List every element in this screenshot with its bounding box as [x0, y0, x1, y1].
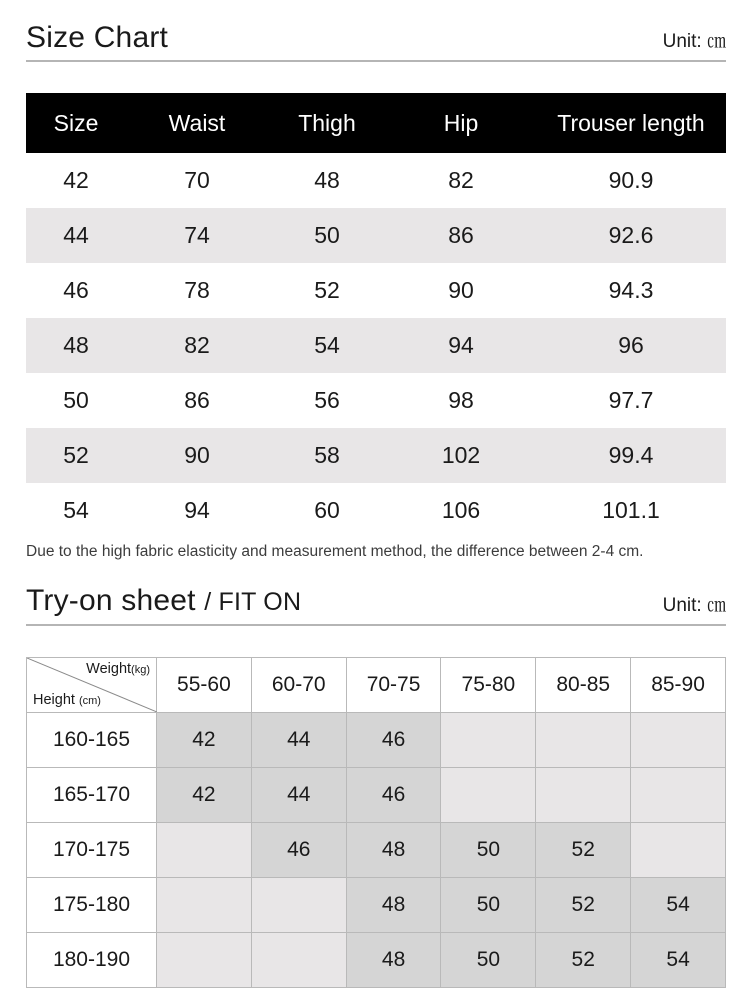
fit-cell: [536, 768, 631, 823]
table-row: [26, 208, 726, 263]
weight-header: 80-85: [536, 658, 631, 713]
cell-thigh: 48: [314, 167, 340, 193]
fit-cell: [157, 878, 252, 933]
fit-cell: [251, 878, 346, 933]
size-chart-header: [26, 14, 726, 62]
fit-cell: 52: [536, 878, 631, 933]
fit-table-header-row: [27, 658, 726, 713]
cell-hip: 94: [386, 318, 536, 373]
fit-row: [27, 933, 726, 988]
cell-trouser-length: 99.4: [536, 428, 726, 483]
cell-thigh: 52: [314, 277, 340, 303]
fit-cell: 50: [441, 823, 536, 878]
cell-thigh: 58: [268, 428, 386, 483]
fit-table: [26, 657, 726, 988]
cell-thigh: 56: [314, 387, 340, 413]
fit-cell: 46: [251, 823, 346, 878]
cell-size: 46: [63, 277, 89, 303]
fit-cell: [631, 768, 726, 823]
cell-hip: 86: [386, 208, 536, 263]
fit-cell: [157, 823, 252, 878]
height-axis-label: Height (cm): [33, 692, 101, 708]
col-header-hip: Hip: [386, 93, 536, 153]
fit-cell: 42: [157, 768, 252, 823]
weight-header: 60-70: [251, 658, 346, 713]
fit-row: [27, 768, 726, 823]
measurement-note: Due to the high fabric elasticity and measurement method, the difference between 2-4 cm.: [26, 543, 644, 560]
cell-size: 50: [63, 387, 89, 413]
size-table: [26, 93, 726, 538]
fit-cell: [631, 823, 726, 878]
cell-trouser-length: 101.1: [602, 497, 660, 523]
fit-cell: [441, 768, 536, 823]
fit-row: [27, 823, 726, 878]
fit-cell: 44: [251, 713, 346, 768]
fit-cell: 50: [441, 933, 536, 988]
cell-trouser-length: 94.3: [608, 277, 654, 303]
cell-waist: 74: [126, 208, 268, 263]
col-header-thigh: Thigh: [268, 93, 386, 153]
weight-header: 75-80: [441, 658, 536, 713]
cell-waist: 90: [126, 428, 268, 483]
fit-row: [27, 713, 726, 768]
fit-cell: [441, 713, 536, 768]
fit-cell: [631, 713, 726, 768]
fit-cell: 42: [157, 713, 252, 768]
fit-cell: [251, 933, 346, 988]
fit-cell: 46: [346, 768, 441, 823]
cell-waist: 86: [184, 387, 210, 413]
size-chart-title: Size Chart: [26, 21, 169, 54]
fit-cell: 54: [631, 878, 726, 933]
cell-thigh: 54: [268, 318, 386, 373]
table-row: [26, 318, 726, 373]
table-row: [26, 428, 726, 483]
fit-cell: 48: [346, 878, 441, 933]
fit-sheet-title-main: Try-on sheet: [26, 584, 196, 617]
cell-waist: 70: [184, 167, 210, 193]
height-label: 180-190: [27, 933, 157, 988]
size-chart-unit: Unit: ㎝: [662, 31, 726, 52]
cell-size: 48: [26, 318, 126, 373]
fit-cell: 50: [441, 878, 536, 933]
col-header-trouser-length: Trouser length: [536, 93, 726, 153]
fit-cell: [157, 933, 252, 988]
cell-trouser-length: 96: [536, 318, 726, 373]
col-header-waist: Waist: [126, 93, 268, 153]
fit-cell: 54: [631, 933, 726, 988]
cell-hip: 106: [441, 497, 481, 523]
weight-header: 55-60: [157, 658, 252, 713]
fit-table-corner: [27, 658, 157, 713]
cell-size: 54: [63, 497, 89, 523]
fit-cell: 46: [346, 713, 441, 768]
table-row: [26, 483, 726, 538]
table-row: [26, 153, 726, 208]
fit-sheet-unit: Unit: ㎝: [662, 595, 726, 616]
col-header-size: Size: [26, 93, 126, 153]
cell-size: 42: [63, 167, 89, 193]
fit-cell: [536, 713, 631, 768]
cell-trouser-length: 97.7: [608, 387, 654, 413]
weight-header: 85-90: [631, 658, 726, 713]
fit-cell: 48: [346, 933, 441, 988]
cell-waist: 94: [184, 497, 210, 523]
cell-size: 52: [26, 428, 126, 483]
cell-trouser-length: 92.6: [536, 208, 726, 263]
fit-cell: 52: [536, 933, 631, 988]
weight-axis-label: Weight(kg): [86, 661, 150, 677]
height-label: 160-165: [27, 713, 157, 768]
cell-thigh: 60: [314, 497, 340, 523]
table-row: [26, 263, 726, 318]
cell-waist: 82: [126, 318, 268, 373]
cell-thigh: 50: [268, 208, 386, 263]
fit-sheet-subtitle: / FIT ON: [204, 588, 302, 616]
table-row: [26, 373, 726, 428]
fit-cell: 44: [251, 768, 346, 823]
height-label: 175-180: [27, 878, 157, 933]
weight-header: 70-75: [346, 658, 441, 713]
fit-sheet-header: [26, 578, 726, 626]
cell-hip: 82: [448, 167, 474, 193]
fit-cell: 48: [346, 823, 441, 878]
height-label: 165-170: [27, 768, 157, 823]
height-label: 170-175: [27, 823, 157, 878]
cell-size: 44: [26, 208, 126, 263]
cell-hip: 102: [386, 428, 536, 483]
fit-cell: 52: [536, 823, 631, 878]
cell-waist: 78: [184, 277, 210, 303]
cell-hip: 90: [448, 277, 474, 303]
cell-hip: 98: [448, 387, 474, 413]
size-table-header-row: [26, 93, 726, 153]
fit-sheet-title: [26, 583, 301, 620]
fit-row: [27, 878, 726, 933]
cell-trouser-length: 90.9: [608, 167, 654, 193]
